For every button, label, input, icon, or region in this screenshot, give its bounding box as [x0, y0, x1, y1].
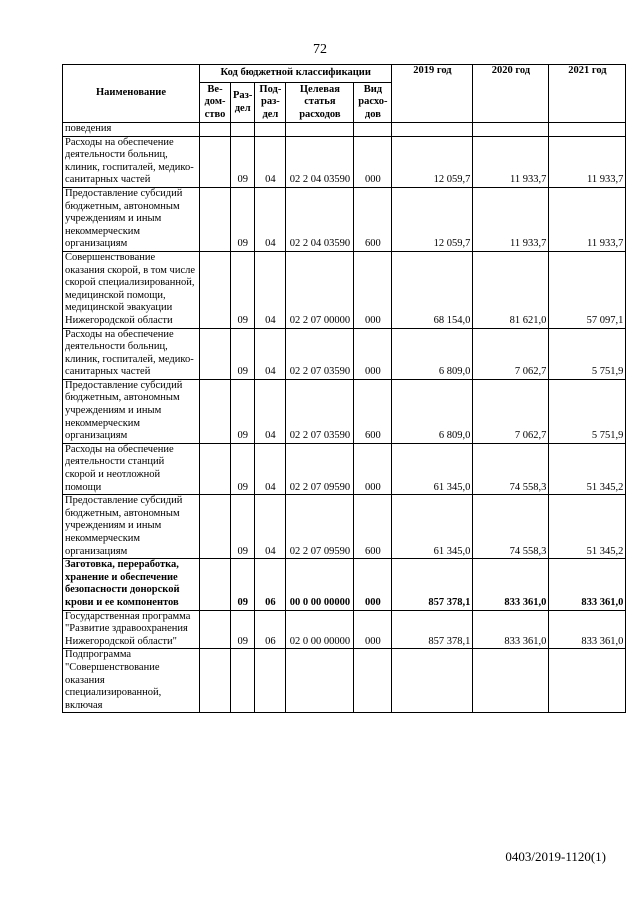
table-cell-2019: 857 378,1 — [392, 610, 473, 649]
table-cell-celevaya: 02 2 07 03590 — [286, 328, 354, 379]
table-cell-vedomstvo — [200, 610, 231, 649]
header-podrazdel: Под- раз- дел — [255, 83, 286, 123]
table-cell-2021: 11 933,7 — [549, 187, 626, 251]
table-cell-2021: 51 345,2 — [549, 443, 626, 494]
table-cell-celevaya: 02 2 07 00000 — [286, 251, 354, 328]
table-cell-podrazdel: 04 — [255, 187, 286, 251]
table-cell-vedomstvo — [200, 379, 231, 443]
table-row — [63, 610, 626, 649]
table-row — [63, 136, 626, 187]
table-row — [63, 251, 626, 328]
header-celevaya: Целевая статья расходов — [286, 83, 354, 123]
table-cell-2019: 6 809,0 — [392, 328, 473, 379]
table-cell-vedomstvo — [200, 136, 231, 187]
table-cell-2021: 5 751,9 — [549, 328, 626, 379]
table-cell-2020: 7 062,7 — [473, 379, 549, 443]
table-cell-2020: 74 558,3 — [473, 443, 549, 494]
table-cell-podrazdel: 04 — [255, 443, 286, 494]
table-cell-vedomstvo — [200, 328, 231, 379]
table-cell-celevaya: 02 2 04 03590 — [286, 187, 354, 251]
table-cell-2019: 12 059,7 — [392, 136, 473, 187]
table-cell-name: Расходы на обеспечение деятельности больниц, клиник, госпиталей, медико-санитарных частей — [63, 328, 200, 379]
table-cell-2021: 833 361,0 — [549, 559, 626, 610]
header-name: Наименование — [63, 65, 200, 123]
table-cell-name: Государственная программа "Развитие здравоохранения Нижегородской области" — [63, 610, 200, 649]
table-cell-vedomstvo — [200, 559, 231, 610]
header-code-group: Код бюджетной классификации — [200, 65, 392, 83]
header-vedomstvo: Ве- дом- ство — [200, 83, 231, 123]
table-cell-2019: 61 345,0 — [392, 443, 473, 494]
table-header — [63, 65, 626, 123]
header-2019: 2019 год — [392, 65, 473, 123]
table-cell-2020: 11 933,7 — [473, 136, 549, 187]
table-cell-podrazdel: 06 — [255, 610, 286, 649]
table-cell-podrazdel: 04 — [255, 495, 286, 559]
table-cell-name: Заготовка, переработка, хранение и обеспечение безопасности донорской крови и ее компонентов — [63, 559, 200, 610]
table-cell-2020: 11 933,7 — [473, 187, 549, 251]
table-cell-razdel: 09 — [231, 251, 255, 328]
table-cell-2020 — [473, 649, 549, 713]
table-cell-vedomstvo — [200, 495, 231, 559]
table-cell-celevaya — [286, 649, 354, 713]
table-cell-name: Расходы на обеспечение деятельности станций скорой и неотложной помощи — [63, 443, 200, 494]
table-cell-podrazdel: 06 — [255, 559, 286, 610]
header-vid: Вид расхо- дов — [354, 83, 392, 123]
table-row — [63, 379, 626, 443]
table-cell-2020: 833 361,0 — [473, 610, 549, 649]
table-cell-name: Подпрограмма "Совершенствование оказания специализированной, включая — [63, 649, 200, 713]
page-number: 72 — [313, 42, 327, 57]
table-cell-celevaya: 00 0 00 00000 — [286, 559, 354, 610]
header-2020: 2020 год — [473, 65, 549, 123]
table-cell-2019: 68 154,0 — [392, 251, 473, 328]
table-cell-2020 — [473, 123, 549, 137]
table-cell-celevaya: 02 0 00 00000 — [286, 610, 354, 649]
table-cell-celevaya: 02 2 07 03590 — [286, 379, 354, 443]
table-cell-razdel: 09 — [231, 379, 255, 443]
table-cell-celevaya: 02 2 04 03590 — [286, 136, 354, 187]
table-cell-vid: 000 — [354, 251, 392, 328]
table-cell-2021: 5 751,9 — [549, 379, 626, 443]
table-cell-2020: 81 621,0 — [473, 251, 549, 328]
header-2021: 2021 год — [549, 65, 626, 123]
table-cell-vid: 000 — [354, 443, 392, 494]
table-cell-razdel: 09 — [231, 328, 255, 379]
table-cell-2021: 51 345,2 — [549, 495, 626, 559]
table-body — [63, 123, 626, 713]
table-cell-razdel: 09 — [231, 559, 255, 610]
table-cell-2019 — [392, 123, 473, 137]
table-cell-2021: 11 933,7 — [549, 136, 626, 187]
table-cell-vid — [354, 123, 392, 137]
table-cell-name: Предоставление субсидий бюджетным, автономным учреждениям и иным некоммерческим организациям — [63, 495, 200, 559]
table-cell-podrazdel: 04 — [255, 251, 286, 328]
table-cell-vid: 000 — [354, 559, 392, 610]
budget-table — [62, 64, 626, 713]
table-cell-vid: 000 — [354, 328, 392, 379]
table-cell-podrazdel — [255, 123, 286, 137]
table-cell-razdel — [231, 123, 255, 137]
table-cell-celevaya: 02 2 07 09590 — [286, 443, 354, 494]
table-cell-vid: 000 — [354, 136, 392, 187]
table-cell-vedomstvo — [200, 649, 231, 713]
table-cell-name: Предоставление субсидий бюджетным, автономным учреждениям и иным некоммерческим организациям — [63, 379, 200, 443]
table-cell-razdel: 09 — [231, 187, 255, 251]
table-cell-2021 — [549, 649, 626, 713]
table-cell-vid: 600 — [354, 187, 392, 251]
table-cell-vedomstvo — [200, 187, 231, 251]
table-row — [63, 559, 626, 610]
table-cell-2019: 61 345,0 — [392, 495, 473, 559]
table-cell-2020: 7 062,7 — [473, 328, 549, 379]
table-row — [63, 187, 626, 251]
table-cell-podrazdel: 04 — [255, 379, 286, 443]
table-row — [63, 443, 626, 494]
table-cell-2019: 12 059,7 — [392, 187, 473, 251]
table-cell-2021: 833 361,0 — [549, 610, 626, 649]
table-cell-2020: 74 558,3 — [473, 495, 549, 559]
table-cell-celevaya — [286, 123, 354, 137]
table-cell-2019 — [392, 649, 473, 713]
table-cell-2021: 57 097,1 — [549, 251, 626, 328]
table-cell-2021 — [549, 123, 626, 137]
table-cell-2020: 833 361,0 — [473, 559, 549, 610]
table-row — [63, 495, 626, 559]
table-cell-name: Предоставление субсидий бюджетным, автономным учреждениям и иным некоммерческим организациям — [63, 187, 200, 251]
table-cell-razdel: 09 — [231, 610, 255, 649]
table-cell-celevaya: 02 2 07 09590 — [286, 495, 354, 559]
table-cell-razdel: 09 — [231, 136, 255, 187]
table-cell-podrazdel — [255, 649, 286, 713]
table-cell-podrazdel: 04 — [255, 328, 286, 379]
table-cell-2019: 857 378,1 — [392, 559, 473, 610]
table-cell-razdel — [231, 649, 255, 713]
document-code: 0403/2019-1120(1) — [505, 849, 606, 864]
header-razdel: Раз- дел — [231, 83, 255, 123]
table-cell-name: Совершенствование оказания скорой, в том числе скорой специализированной, медицинской помощи, медицинской эвакуации Нижегородской области — [63, 251, 200, 328]
table-cell-vid: 600 — [354, 379, 392, 443]
table-cell-name: Расходы на обеспечение деятельности больниц, клиник, госпиталей, медико-санитарных частей — [63, 136, 200, 187]
table-cell-podrazdel: 04 — [255, 136, 286, 187]
table-cell-2019: 6 809,0 — [392, 379, 473, 443]
table-cell-vid: 000 — [354, 610, 392, 649]
table-cell-vedomstvo — [200, 123, 231, 137]
table-row — [63, 649, 626, 713]
table-cell-razdel: 09 — [231, 443, 255, 494]
table-row — [63, 328, 626, 379]
table-cell-name: поведения — [63, 123, 200, 137]
table-cell-razdel: 09 — [231, 495, 255, 559]
table-cell-vid — [354, 649, 392, 713]
table-cell-vedomstvo — [200, 443, 231, 494]
table-cell-vid: 600 — [354, 495, 392, 559]
table-cell-vedomstvo — [200, 251, 231, 328]
table-row — [63, 123, 626, 137]
